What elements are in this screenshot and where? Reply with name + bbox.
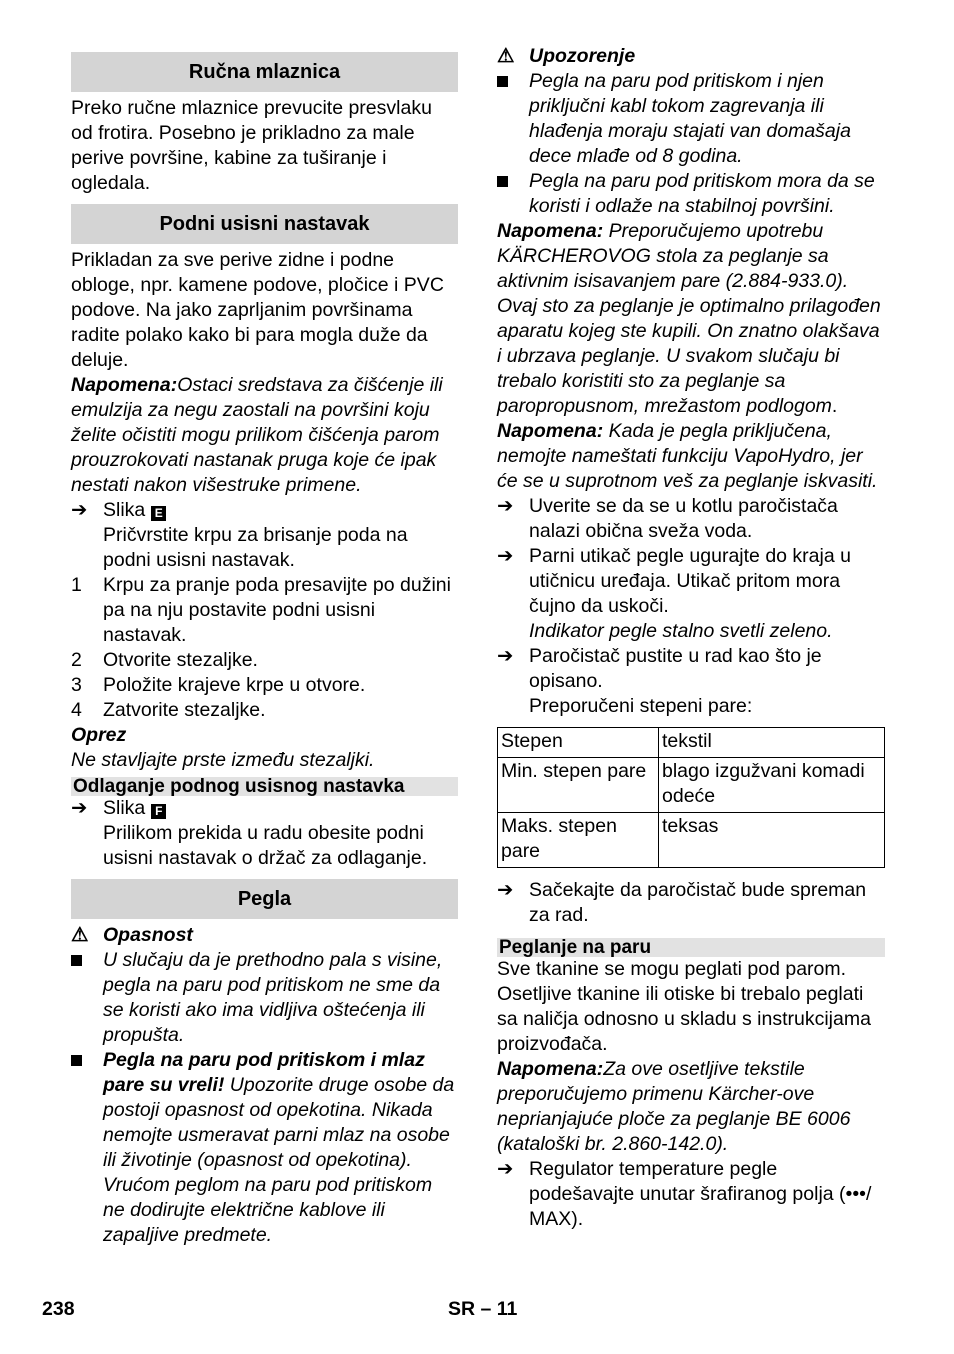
figure-label: Slika [103,499,146,521]
note-text: Za ove osetljive tekstile preporučujemo primenu Kärcher-ove neprianjajuće ploče za peglanje BE 6006 (kataloški br. 2.860-142.0). [497,1058,851,1155]
table-header-row [498,728,885,758]
step-text: Otvorite stezaljke. [103,649,258,671]
caution-title: Oprez [71,724,127,746]
warning-item-2 [497,169,885,219]
section-title-hand-nozzle: Ručna mlaznica [71,52,458,92]
table-row [498,813,885,868]
figure-e-text: Pričvrstite krpu za brisanje poda na podni usisni nastavak. [103,524,408,571]
hand-nozzle-text: Preko ručne mlaznice prevucite presvlaku od frotira. Posebno je prikladno za male perive površine, kabine za tuširanje i ogledala. [71,97,432,194]
steam-level-table [497,727,885,868]
figure-f-step [71,796,458,821]
note-label: Napomena: [497,1058,604,1080]
floor-nozzle-text: Prikladan za sve perive zidne i podne obloge, npr. kamene podove, pločice i PVC podove. Na jako zaprljanim površinama radite polako kako bi para mogla duže da deluje. [71,249,444,371]
page-number: 238 [42,1298,75,1320]
note-text: Preporučujemo upotrebu KÄRCHEROVOG stola za peglanje sa aktivnim isisavanjem pare (2.884-933.0). Ovaj sto za peglanje je optimalno prilagođen aparatu kojeg ste kupili. On znatno olakšava i ubrzava peglanje. U svakom slučaju bi trebalo koristiti sto za peglanje sa paropropusnom, mrežastom podlogom [497,220,881,417]
warning-heading [497,44,885,69]
warning-triangle-icon: ⚠ [71,924,89,946]
note-text: Kada je pegla priključena, nemojte nameštati funkciju VapoHydro, jer će se u suprotnom veš za peglanje iskvasiti. [497,420,878,492]
action-text: Paročistač pustite u rad kao što je opisano. [529,645,822,692]
action-5 [497,1157,885,1232]
arrow-icon: ➔ [71,797,88,819]
step-3 [71,673,458,698]
step-number: 2 [71,649,82,671]
table-cell: teksas [659,813,885,868]
figure-label: Slika [103,797,146,819]
steam-ironing-text: Sve tkanine se mogu peglati pod parom. Osetljive tkanine ili otiske bi trebalo peglati sa naličja odnosno u skladu s instrukcijama proizvođača. [497,958,871,1055]
step-2 [71,648,458,673]
arrow-icon: ➔ [71,499,88,521]
table-cell: blago izgužvani komadi odeće [659,758,885,813]
note-ironing-table [497,219,885,419]
warning-text: Pegla na paru pod pritiskom mora da se koristi i odlaže na stabilnoj površini. [529,170,875,217]
figure-f-text: Prilikom prekida u radu obesite podni usisni nastavak o držač za odlaganje. [103,822,428,869]
step-4 [71,698,458,723]
table-header-cell: tekstil [659,728,885,758]
action-text: Uverite se da se u kotlu paročistača nalazi obična sveža voda. [529,495,838,542]
step-number: 1 [71,574,82,596]
arrow-icon: ➔ [497,1158,514,1180]
danger-item-2 [71,1048,458,1248]
action-text: Sačekajte da paročistač bude spreman za rad. [529,879,867,926]
action-2-result: Indikator pegle stalno svetli zeleno. [529,620,833,642]
step-text: Zatvorite stezaljke. [103,699,266,721]
steam-levels-intro: Preporučeni stepeni pare: [529,695,753,717]
note-be6006 [497,1057,885,1157]
action-1 [497,494,885,544]
note-label: Napomena: [71,374,178,396]
section-title-floor-nozzle: Podni usisni nastavak [71,204,458,244]
danger-item-1 [71,948,458,1048]
note-dot: . [831,395,838,417]
warning-item-1 [497,69,885,169]
section-title-iron: Pegla [71,879,458,919]
action-4 [497,878,885,928]
action-text: Regulator temperature pegle podešavajte unutar šrafiranog polja (•••/ MAX). [529,1158,872,1230]
language-page-label: SR – 11 [448,1298,518,1320]
table-row [498,758,885,813]
note-label: Napomena: [497,420,604,442]
arrow-icon: ➔ [497,545,514,567]
arrow-icon: ➔ [497,879,514,901]
arrow-icon: ➔ [497,645,514,667]
note-vapohydro [497,419,885,494]
danger-text: Upozorite druge osobe da postoji opasnost od opekotina. Nikada nemojte usmeravat parni mlaz na osobe ili životinje (opasnost od opekotina). Vrućom peglom na paru pod pritiskom ne dodirujte električne kablove ili zapaljive predmete. [103,1074,455,1246]
step-text: Krpu za pranje poda presavijte po dužini pa na nju postavite podni usisni nastavak. [103,574,451,646]
step-1 [71,573,458,648]
step-number: 3 [71,674,82,696]
figure-e-badge: E [151,506,166,521]
arrow-icon: ➔ [497,495,514,517]
subsection-title-storage: Odlaganje podnog usisnog nastavka [71,777,458,796]
warning-title: Upozorenje [529,45,636,67]
square-bullet-icon [497,176,508,187]
danger-text: U slučaju da je prethodno pala s visine, pegla na paru pod pritiskom ne sme da se koristi ako ima vidljiva oštećenja ili propušta. [103,949,443,1046]
left-column [71,44,458,1248]
note-residue [71,373,458,498]
danger-heading [71,923,458,948]
square-bullet-icon [71,1055,82,1066]
note-text: Ostaci sredstava za čišćenje ili emulzija za negu zaostali na površini koju želite očistiti mogu prilikom čišćenja parom prouzrokovati nastanak pruga koje će ipak nestati nakon višestruke primene. [71,374,443,496]
figure-f-badge: F [151,804,166,819]
danger-title: Opasnost [103,924,193,946]
step-text: Položite krajeve krpe u otvore. [103,674,366,696]
action-text: Parni utikač pegle ugurajte do kraja u utičnicu uređaja. Utikač pritom mora čujno da uskoči. [529,545,851,617]
square-bullet-icon [497,76,508,87]
right-column [497,44,885,1232]
step-number: 4 [71,699,82,721]
table-cell: Min. stepen pare [498,758,659,813]
square-bullet-icon [71,955,82,966]
warning-triangle-icon: ⚠ [497,45,515,67]
action-3 [497,644,885,694]
action-2 [497,544,885,619]
danger-bold: Pegla na paru pod pritiskom i mlaz pare su vreli! [103,1049,425,1096]
figure-e-step [71,498,458,523]
warning-text: Pegla na paru pod pritiskom i njen priključni kabl tokom zagrevanja ili hlađenja moraju stajati van domašaja dece mlađe od 8 godina. [529,70,851,167]
subsection-title-steam-ironing: Peglanje na paru [497,938,885,957]
note-label: Napomena: [497,220,604,242]
caution-text: Ne stavljajte prste između stezaljki. [71,749,375,771]
table-cell: Maks. stepen pare [498,813,659,868]
table-header-cell: Stepen [498,728,659,758]
